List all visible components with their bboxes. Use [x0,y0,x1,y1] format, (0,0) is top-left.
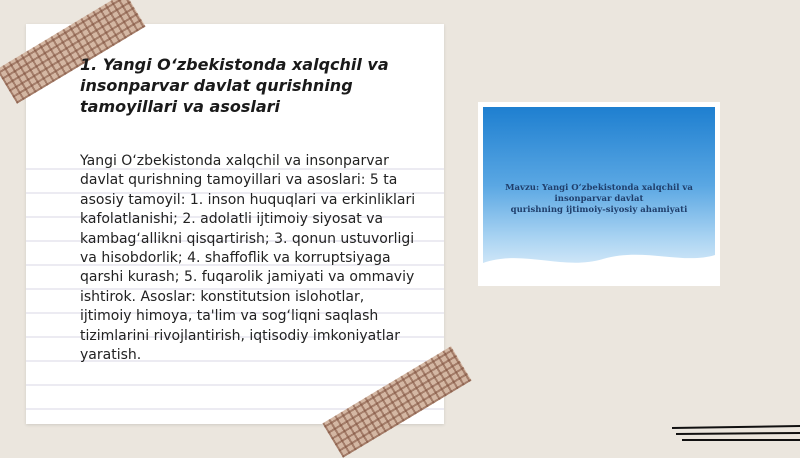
slide-caption-line-2: insonparvar davlat [554,194,644,204]
slide-caption-line-1: Mavzu: Yangi O‘zbekistonda xalqchil va [505,183,693,193]
slide-background [483,107,715,281]
wave-shape [483,241,715,281]
slide-caption-line-3: qurishning ijtimoiy-siyosiy ahamiyati [510,205,688,215]
document-body: Yangi O‘zbekistonda xalqchil va insonparvar davlat qurishning tamoyillari va asoslari: 5 ta asosiy tamoyil: 1. inson huquqlari va erkinliklari kafolatlanishi; 2. adolatli ijtimoiy siyosat va kambag‘allikni qisqartirish; 3. qonun ustuvorligi va hisobdorlik; 4. shaffoflik va korruptsiyaga qarshi kurash; 5. fuqarolik jamiyati va ommaviy ishtirok. Asoslar: konstitutsion islohotlar, ijtimoiy himoya, ta'lim va sog‘liqni saqlash tizimlarini rivojlantirish, iqtisodiy imkoniyatlar yaratish. [80,153,416,364]
document-title: 1. Yangi O‘zbekistonda xalqchil va insonparvar davlat qurishning tamoyillari va asoslari [80,55,389,116]
slide-thumbnail[interactable] [478,102,720,286]
slide-caption [491,183,707,216]
decorative-lines [672,420,800,450]
